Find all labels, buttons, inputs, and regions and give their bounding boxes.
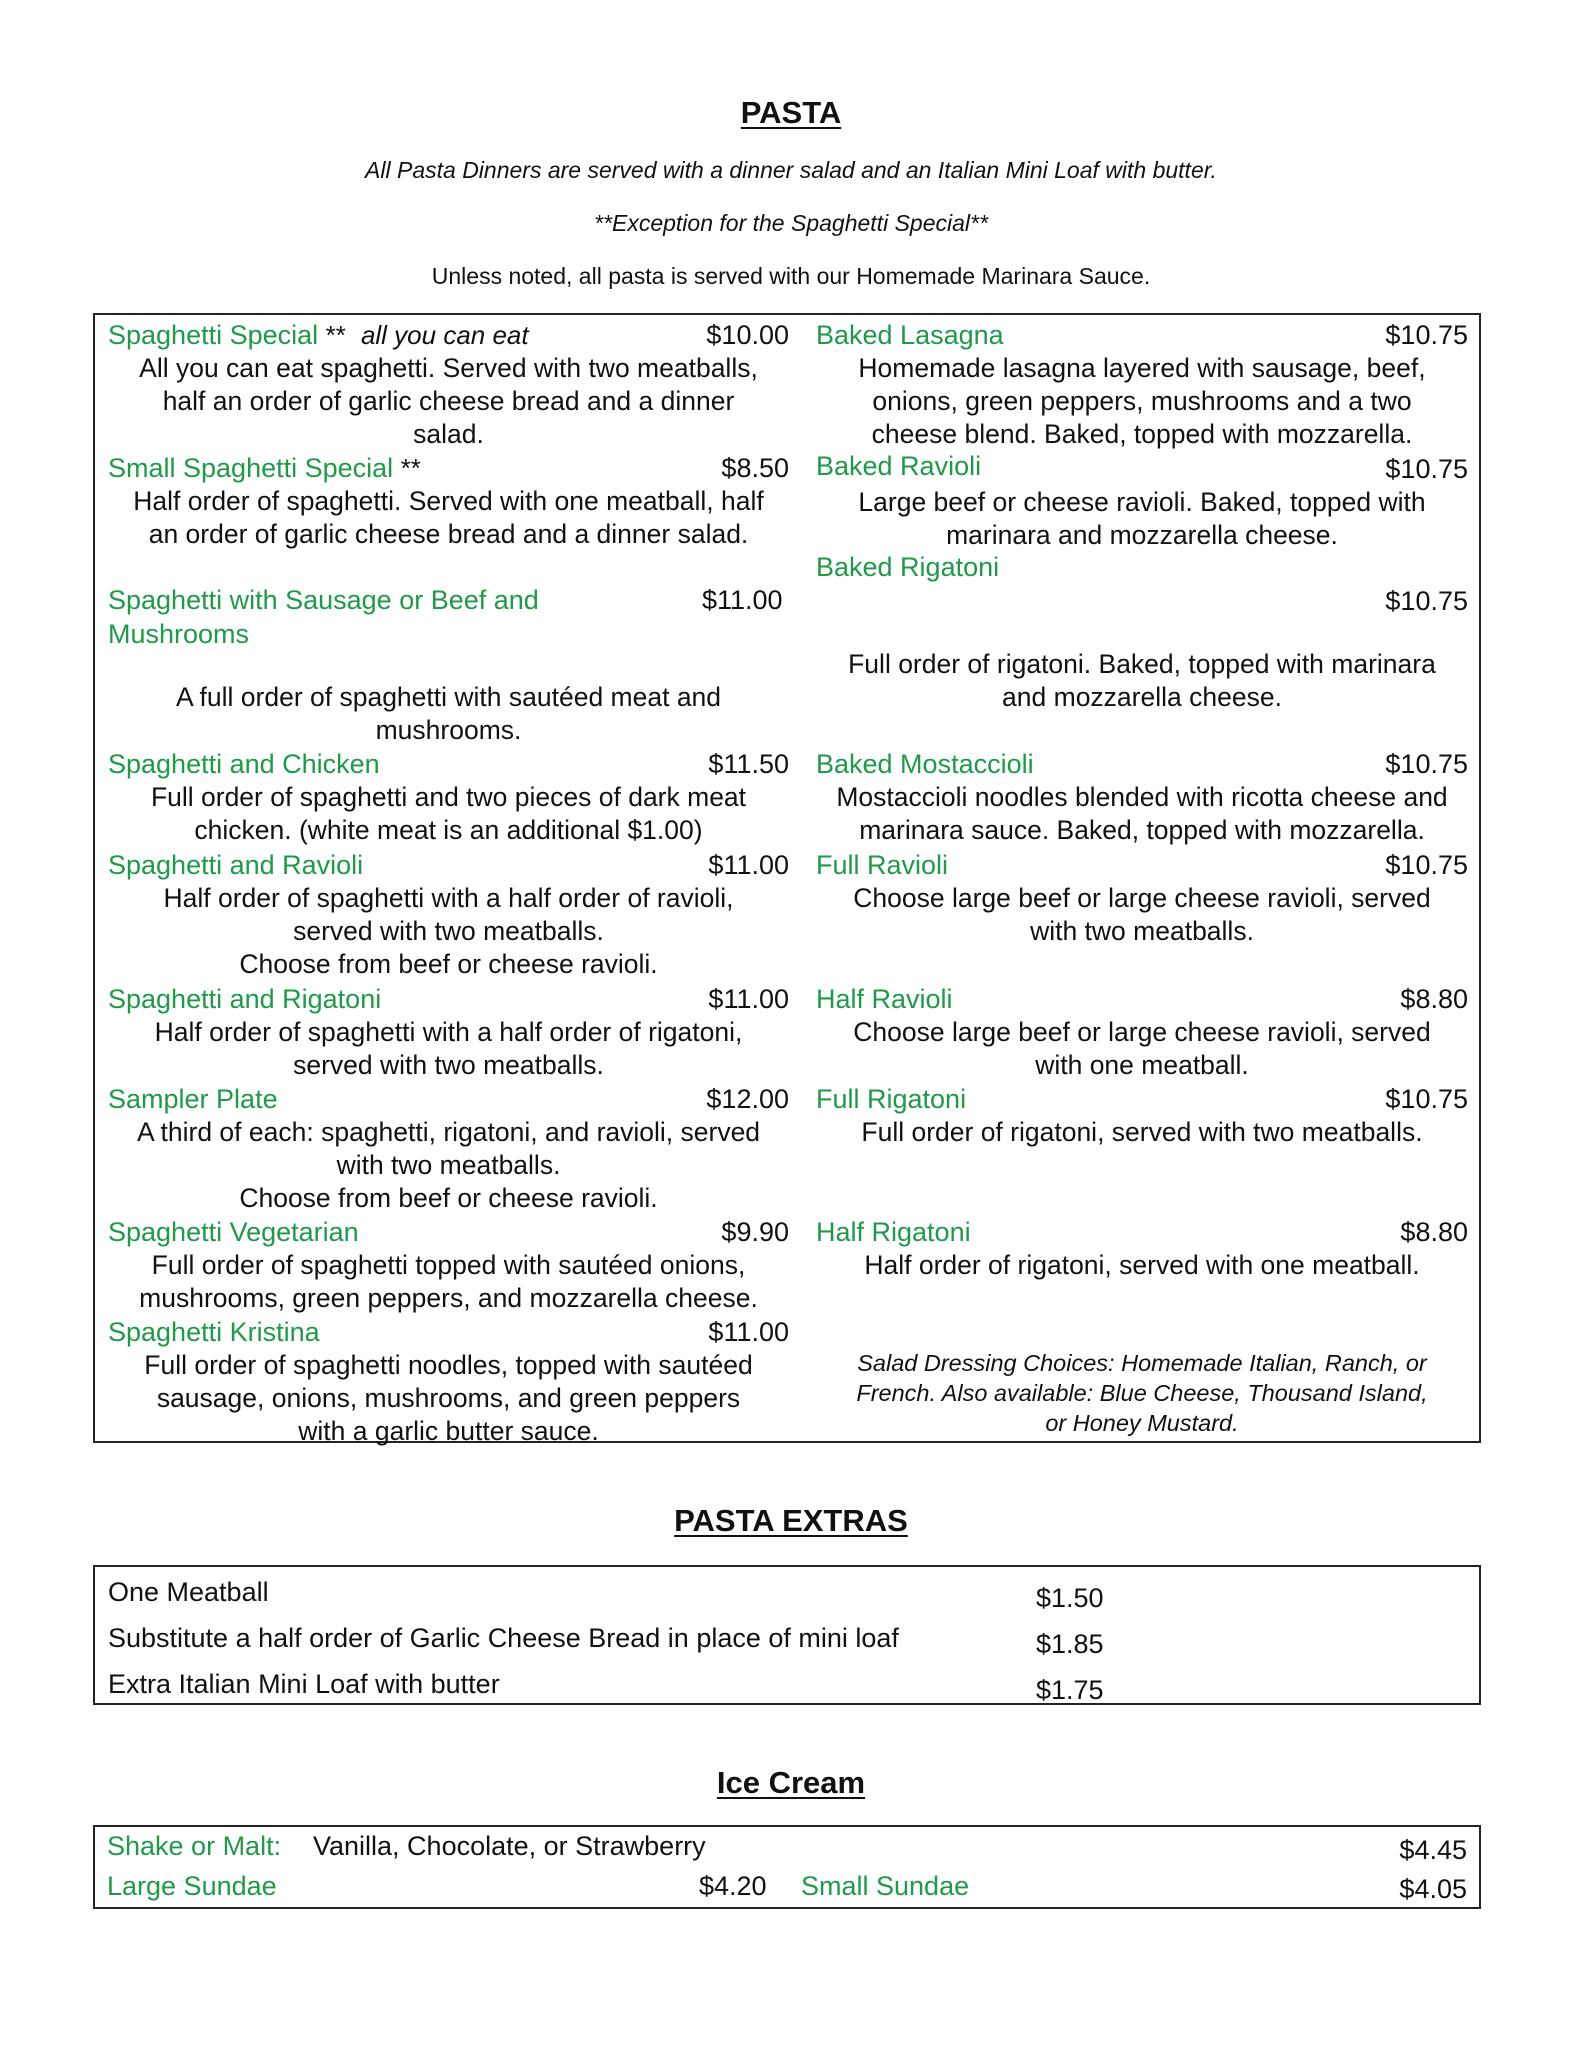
desc-line: an order of garlic cheese bread and a dinner salad. xyxy=(148,519,749,549)
pasta-extras-title: PASTA EXTRAS xyxy=(674,1503,908,1538)
extra-label: One Meatball xyxy=(108,1577,269,1607)
item-description xyxy=(108,882,789,981)
menu-item xyxy=(816,1082,1468,1149)
pasta-extras-box xyxy=(93,1565,1481,1705)
desc-line: Homemade lasagna layered with sausage, beef, xyxy=(858,353,1426,383)
item-name: Spaghetti and Rigatoni xyxy=(108,984,382,1014)
desc-line: Full order of rigatoni, served with two meatballs. xyxy=(861,1117,1423,1147)
item-name: Spaghetti Vegetarian xyxy=(108,1217,359,1247)
item-description xyxy=(108,781,789,847)
extra-label: Substitute a half order of Garlic Cheese Bread in place of mini loaf xyxy=(108,1623,899,1653)
item-name: Full Ravioli xyxy=(816,850,949,880)
menu-item xyxy=(816,848,1468,948)
item-name-line2: Mushrooms xyxy=(108,619,250,649)
desc-line: served with two meatballs. xyxy=(293,1050,604,1080)
extra-row xyxy=(108,1621,1466,1667)
small-sundae-label: Small Sundae xyxy=(801,1871,970,1901)
extra-price: $1.50 xyxy=(1036,1583,1104,1613)
menu-item xyxy=(108,982,789,1082)
item-price: $11.00 xyxy=(708,984,789,1014)
item-description xyxy=(816,486,1468,552)
desc-line: cheese blend. Baked, topped with mozzarella. xyxy=(871,419,1413,449)
desc-line: Half order of spaghetti with a half order of ravioli, xyxy=(163,883,734,913)
item-price: $8.80 xyxy=(1400,1217,1468,1247)
desc-line: Full order of spaghetti noodles, topped with sautéed xyxy=(144,1350,753,1380)
item-name: Small Spaghetti Special xyxy=(108,453,394,483)
item-description xyxy=(816,781,1468,847)
item-price: $11.00 xyxy=(708,1317,789,1347)
pasta-note-sauce: Unless noted, all pasta is served with our Homemade Marinara Sauce. xyxy=(431,263,1151,289)
extra-price: $1.75 xyxy=(1036,1675,1104,1705)
shake-label: Shake or Malt: xyxy=(107,1831,282,1861)
item-price: $10.00 xyxy=(706,320,789,350)
item-tag-note: all you can eat xyxy=(360,320,529,350)
item-name: Half Ravioli xyxy=(816,984,953,1014)
item-price: $10.75 xyxy=(1385,320,1468,350)
item-name: Baked Rigatoni xyxy=(816,552,1000,582)
item-price: $9.90 xyxy=(721,1217,789,1247)
pasta-note-dinner: All Pasta Dinners are served with a dinner salad and an Italian Mini Loaf with butter. xyxy=(365,157,1217,183)
menu-item xyxy=(816,747,1468,847)
item-name: Half Rigatoni xyxy=(816,1217,971,1247)
desc-line: and mozzarella cheese. xyxy=(1002,682,1282,712)
large-sundae-label: Large Sundae xyxy=(107,1871,277,1901)
menu-item xyxy=(816,1215,1468,1282)
desc-line: All you can eat spaghetti. Served with two meatballs, xyxy=(139,353,758,383)
menu-item xyxy=(108,848,789,981)
item-tag: ** xyxy=(325,320,346,350)
desc-line: marinara sauce. Baked, topped with mozzarella. xyxy=(859,815,1425,845)
desc-line: sausage, onions, mushrooms, and green peppers xyxy=(156,1383,741,1413)
desc-line: Full order of rigatoni. Baked, topped with marinara xyxy=(848,649,1436,679)
desc-line: Full order of spaghetti and two pieces of dark meat xyxy=(150,782,747,812)
menu-item xyxy=(816,318,1468,451)
desc-line: Half order of rigatoni, served with one meatball. xyxy=(864,1250,1420,1280)
item-description xyxy=(108,352,789,451)
menu-item xyxy=(108,1315,789,1448)
pasta-section-title: PASTA xyxy=(740,95,842,130)
item-price: $8.50 xyxy=(721,453,789,483)
menu-item xyxy=(108,1082,789,1215)
item-name: Sampler Plate xyxy=(108,1084,278,1114)
item-name: Spaghetti and Ravioli xyxy=(108,850,364,880)
item-description xyxy=(816,352,1468,451)
menu-item xyxy=(108,1215,789,1315)
desc-line: half an order of garlic cheese bread and a dinner xyxy=(162,386,735,416)
desc-line: Choose large beef or large cheese ravioli, served xyxy=(853,1017,1431,1047)
menu-item xyxy=(816,550,1468,714)
menu-item xyxy=(108,747,789,847)
item-description xyxy=(108,681,789,747)
desc-line: marinara and mozzarella cheese. xyxy=(946,520,1338,550)
desc-line: mushrooms. xyxy=(375,715,522,745)
item-name: Baked Mostaccioli xyxy=(816,749,1034,779)
item-description xyxy=(108,485,789,551)
extra-label: Extra Italian Mini Loaf with butter xyxy=(108,1669,500,1699)
menu-item xyxy=(108,318,789,451)
dressing-line: or Honey Mustard. xyxy=(1045,1410,1239,1436)
item-price: $11.00 xyxy=(702,585,783,615)
desc-line: Half order of spaghetti with a half order of rigatoni, xyxy=(154,1017,743,1047)
extra-price: $1.85 xyxy=(1036,1629,1104,1659)
desc-line: served with two meatballs. xyxy=(293,916,604,946)
desc-line: Large beef or cheese ravioli. Baked, topped with xyxy=(858,487,1426,517)
item-description xyxy=(108,1016,789,1082)
desc-line: Choose from beef or cheese ravioli. xyxy=(239,1183,658,1213)
menu-item xyxy=(108,583,789,747)
item-description xyxy=(108,1349,789,1448)
item-description xyxy=(816,882,1468,948)
desc-line: with two meatballs. xyxy=(336,1150,561,1180)
large-sundae-price: $4.20 xyxy=(699,1871,767,1901)
item-description xyxy=(816,1116,1468,1149)
item-name: Full Rigatoni xyxy=(816,1084,967,1114)
item-price: $11.50 xyxy=(708,749,789,779)
item-price: $11.00 xyxy=(708,850,789,880)
item-price: $10.75 xyxy=(1385,454,1468,484)
item-description xyxy=(816,648,1468,714)
desc-line: with two meatballs. xyxy=(1030,916,1254,946)
item-price: $10.75 xyxy=(1385,586,1468,616)
item-tag: ** xyxy=(400,453,421,483)
desc-line: salad. xyxy=(413,419,484,449)
extra-row xyxy=(108,1667,1466,1713)
desc-line: Mostaccioli noodles blended with ricotta cheese and xyxy=(836,782,1448,812)
item-price: $10.75 xyxy=(1385,749,1468,779)
desc-line: Half order of spaghetti. Served with one meatball, half xyxy=(133,486,764,516)
desc-line: Full order of spaghetti topped with sautéed onions, xyxy=(151,1250,746,1280)
shake-flavors: Vanilla, Chocolate, or Strawberry xyxy=(313,1831,706,1861)
desc-line: A full order of spaghetti with sautéed meat and xyxy=(175,682,722,712)
item-description xyxy=(816,1249,1468,1282)
item-description xyxy=(108,1249,789,1315)
pasta-menu-box xyxy=(93,313,1481,1446)
item-name: Baked Lasagna xyxy=(816,320,1004,350)
item-price: $10.75 xyxy=(1385,1084,1468,1114)
dressing-line: French. Also available: Blue Cheese, Thousand Island, xyxy=(856,1380,1428,1406)
shake-price: $4.45 xyxy=(1399,1835,1467,1865)
menu-item xyxy=(108,451,789,551)
pasta-note-exception: **Exception for the Spaghetti Special** xyxy=(594,210,988,236)
ice-cream-box xyxy=(93,1825,1481,1909)
item-price: $8.80 xyxy=(1400,984,1468,1014)
dressing-line: Salad Dressing Choices: Homemade Italian, Ranch, or xyxy=(857,1350,1427,1376)
item-name: Spaghetti Kristina xyxy=(108,1317,320,1347)
desc-line: onions, green peppers, mushrooms and a two xyxy=(872,386,1412,416)
salad-dressing-note xyxy=(816,1348,1468,1438)
small-sundae-price: $4.05 xyxy=(1399,1874,1467,1904)
menu-item xyxy=(816,982,1468,1082)
item-price: $10.75 xyxy=(1385,850,1468,880)
item-name: Spaghetti Special xyxy=(108,320,319,350)
desc-line: with a garlic butter sauce. xyxy=(298,1416,599,1446)
desc-line: Choose large beef or large cheese ravioli, served xyxy=(853,883,1431,913)
desc-line: Choose from beef or cheese ravioli. xyxy=(239,949,658,979)
item-description xyxy=(816,1016,1468,1082)
item-price: $12.00 xyxy=(706,1084,789,1114)
item-description xyxy=(108,1116,789,1215)
menu-item xyxy=(816,449,1468,552)
extra-row xyxy=(108,1575,1466,1621)
desc-line: A third of each: spaghetti, rigatoni, and ravioli, served xyxy=(136,1117,761,1147)
ice-cream-title: Ice Cream xyxy=(716,1765,866,1800)
item-name: Baked Ravioli xyxy=(816,451,982,481)
desc-line: chicken. (white meat is an additional $1.00) xyxy=(194,815,703,845)
item-name: Spaghetti and Chicken xyxy=(108,749,380,779)
desc-line: with one meatball. xyxy=(1035,1050,1249,1080)
desc-line: mushrooms, green peppers, and mozzarella cheese. xyxy=(139,1283,758,1313)
item-name: Spaghetti with Sausage or Beef and xyxy=(108,585,539,615)
